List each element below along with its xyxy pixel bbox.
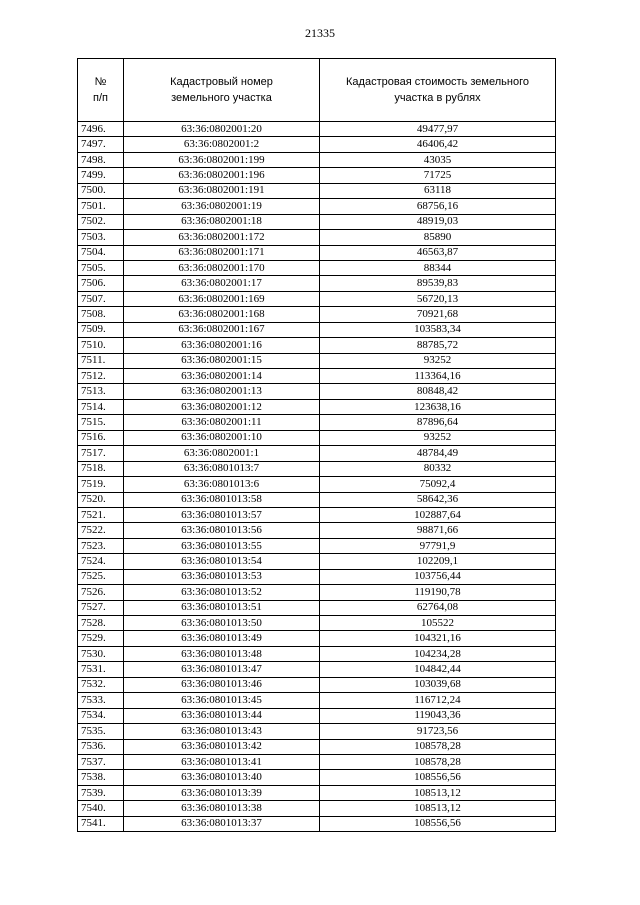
cadastral-number-cell: 63:36:0801013:50	[124, 616, 320, 631]
table-row	[78, 276, 556, 291]
row-number-cell: 7516.	[78, 430, 124, 445]
cadastral-value-cell: 49477,97	[320, 122, 556, 137]
cadastral-number-cell: 63:36:0801013:39	[124, 785, 320, 800]
cadastral-number-cell: 63:36:0801013:46	[124, 677, 320, 692]
row-number-cell: 7540.	[78, 801, 124, 816]
cadastral-number-cell: 63:36:0802001:2	[124, 137, 320, 152]
cadastral-value-cell: 102209,1	[320, 554, 556, 569]
cadastral-value-cell: 123638,16	[320, 399, 556, 414]
table-row	[78, 816, 556, 831]
cadastral-number-cell: 63:36:0801013:58	[124, 492, 320, 507]
cadastral-number-cell: 63:36:0802001:12	[124, 399, 320, 414]
row-number-cell: 7514.	[78, 399, 124, 414]
table-row	[78, 199, 556, 214]
table-row	[78, 183, 556, 198]
cadastral-value-cell: 71725	[320, 168, 556, 183]
header-cadastral-number: Кадастровый номер земельного участка	[124, 59, 320, 122]
table-row	[78, 538, 556, 553]
row-number-cell: 7529.	[78, 631, 124, 646]
cadastral-number-cell: 63:36:0802001:171	[124, 245, 320, 260]
table-row	[78, 646, 556, 661]
table-row	[78, 785, 556, 800]
cadastral-number-cell: 63:36:0802001:14	[124, 369, 320, 384]
cadastral-value-cell: 103039,68	[320, 677, 556, 692]
table-row	[78, 554, 556, 569]
table-row	[78, 693, 556, 708]
cadastral-value-cell: 43035	[320, 152, 556, 167]
cadastral-value-cell: 48784,49	[320, 446, 556, 461]
cadastral-value-cell: 46563,87	[320, 245, 556, 260]
row-number-cell: 7535.	[78, 724, 124, 739]
table-row	[78, 353, 556, 368]
cadastral-value-cell: 108556,56	[320, 816, 556, 831]
table-row	[78, 600, 556, 615]
cadastral-value-cell: 119043,36	[320, 708, 556, 723]
row-number-cell: 7504.	[78, 245, 124, 260]
row-number-cell: 7532.	[78, 677, 124, 692]
cadastral-value-cell: 93252	[320, 353, 556, 368]
cadastral-value-cell: 75092,4	[320, 477, 556, 492]
cadastral-number-cell: 63:36:0801013:57	[124, 507, 320, 522]
header-cadastral-value: Кадастровая стоимость земельного участка в рублях	[320, 59, 556, 122]
cadastral-number-cell: 63:36:0802001:168	[124, 307, 320, 322]
cadastral-value-cell: 89539,83	[320, 276, 556, 291]
row-number-cell: 7527.	[78, 600, 124, 615]
row-number-cell: 7507.	[78, 291, 124, 306]
cadastral-number-cell: 63:36:0802001:15	[124, 353, 320, 368]
cadastral-value-cell: 97791,9	[320, 538, 556, 553]
cadastral-value-cell: 48919,03	[320, 214, 556, 229]
row-number-cell: 7499.	[78, 168, 124, 183]
row-number-cell: 7534.	[78, 708, 124, 723]
row-number-cell: 7511.	[78, 353, 124, 368]
cadastral-value-cell: 85890	[320, 230, 556, 245]
cadastral-number-cell: 63:36:0801013:49	[124, 631, 320, 646]
row-number-cell: 7505.	[78, 260, 124, 275]
cadastral-value-cell: 105522	[320, 616, 556, 631]
cadastral-value-cell: 80848,42	[320, 384, 556, 399]
cadastral-value-cell: 68756,16	[320, 199, 556, 214]
row-number-cell: 7536.	[78, 739, 124, 754]
table-row	[78, 291, 556, 306]
table-row	[78, 523, 556, 538]
table-row	[78, 415, 556, 430]
table-row	[78, 461, 556, 476]
table-row	[78, 307, 556, 322]
cadastral-value-cell: 104321,16	[320, 631, 556, 646]
row-number-cell: 7521.	[78, 507, 124, 522]
row-number-cell: 7498.	[78, 152, 124, 167]
cadastral-number-cell: 63:36:0801013:53	[124, 569, 320, 584]
cadastral-number-cell: 63:36:0802001:1	[124, 446, 320, 461]
row-number-cell: 7509.	[78, 322, 124, 337]
table-row	[78, 260, 556, 275]
cadastral-value-cell: 103583,34	[320, 322, 556, 337]
cadastral-number-cell: 63:36:0801013:45	[124, 693, 320, 708]
row-number-cell: 7522.	[78, 523, 124, 538]
cadastral-number-cell: 63:36:0801013:38	[124, 801, 320, 816]
cadastral-number-cell: 63:36:0802001:16	[124, 338, 320, 353]
row-number-cell: 7510.	[78, 338, 124, 353]
cadastral-value-cell: 87896,64	[320, 415, 556, 430]
cadastral-value-cell: 113364,16	[320, 369, 556, 384]
table-row	[78, 122, 556, 137]
cadastral-number-cell: 63:36:0802001:191	[124, 183, 320, 198]
cadastral-value-cell: 108556,56	[320, 770, 556, 785]
cadastral-value-cell: 58642,36	[320, 492, 556, 507]
row-number-cell: 7523.	[78, 538, 124, 553]
table-row	[78, 430, 556, 445]
cadastral-number-cell: 63:36:0801013:42	[124, 739, 320, 754]
table-row	[78, 754, 556, 769]
cadastral-value-cell: 103756,44	[320, 569, 556, 584]
cadastral-value-cell: 46406,42	[320, 137, 556, 152]
cadastral-number-cell: 63:36:0801013:48	[124, 646, 320, 661]
table-row	[78, 230, 556, 245]
cadastral-number-cell: 63:36:0802001:196	[124, 168, 320, 183]
cadastral-number-cell: 63:36:0801013:37	[124, 816, 320, 831]
row-number-cell: 7538.	[78, 770, 124, 785]
row-number-cell: 7533.	[78, 693, 124, 708]
table-row	[78, 477, 556, 492]
row-number-cell: 7500.	[78, 183, 124, 198]
cadastral-number-cell: 63:36:0801013:54	[124, 554, 320, 569]
cadastral-number-cell: 63:36:0801013:56	[124, 523, 320, 538]
cadastral-number-cell: 63:36:0802001:170	[124, 260, 320, 275]
cadastral-number-cell: 63:36:0802001:20	[124, 122, 320, 137]
cadastral-number-cell: 63:36:0802001:10	[124, 430, 320, 445]
row-number-cell: 7519.	[78, 477, 124, 492]
table-row	[78, 739, 556, 754]
table-row	[78, 152, 556, 167]
table-row	[78, 801, 556, 816]
cadastral-number-cell: 63:36:0801013:6	[124, 477, 320, 492]
cadastral-value-cell: 80332	[320, 461, 556, 476]
cadastral-number-cell: 63:36:0802001:18	[124, 214, 320, 229]
cadastral-value-cell: 88785,72	[320, 338, 556, 353]
row-number-cell: 7497.	[78, 137, 124, 152]
cadastral-value-cell: 119190,78	[320, 585, 556, 600]
table-row	[78, 137, 556, 152]
cadastral-value-cell: 102887,64	[320, 507, 556, 522]
table-row	[78, 338, 556, 353]
cadastral-value-cell: 56720,13	[320, 291, 556, 306]
cadastral-value-cell: 116712,24	[320, 693, 556, 708]
table-body	[78, 122, 556, 832]
table-row	[78, 677, 556, 692]
cadastral-value-cell: 63118	[320, 183, 556, 198]
table-row	[78, 585, 556, 600]
table-row	[78, 507, 556, 522]
row-number-cell: 7517.	[78, 446, 124, 461]
row-number-cell: 7526.	[78, 585, 124, 600]
cadastral-value-cell: 62764,08	[320, 600, 556, 615]
table-row	[78, 369, 556, 384]
cadastral-number-cell: 63:36:0801013:40	[124, 770, 320, 785]
page-number: 21335	[305, 26, 335, 40]
cadastral-number-cell: 63:36:0802001:19	[124, 199, 320, 214]
row-number-cell: 7496.	[78, 122, 124, 137]
row-number-cell: 7518.	[78, 461, 124, 476]
cadastral-number-cell: 63:36:0801013:7	[124, 461, 320, 476]
row-number-cell: 7528.	[78, 616, 124, 631]
row-number-cell: 7537.	[78, 754, 124, 769]
table-header-row	[78, 59, 556, 122]
cadastral-number-cell: 63:36:0801013:41	[124, 754, 320, 769]
cadastral-value-cell: 70921,68	[320, 307, 556, 322]
row-number-cell: 7524.	[78, 554, 124, 569]
cadastral-number-cell: 63:36:0802001:167	[124, 322, 320, 337]
table-row	[78, 708, 556, 723]
cadastral-number-cell: 63:36:0802001:17	[124, 276, 320, 291]
row-number-cell: 7520.	[78, 492, 124, 507]
row-number-cell: 7506.	[78, 276, 124, 291]
table-row	[78, 168, 556, 183]
table-row	[78, 631, 556, 646]
table-row	[78, 724, 556, 739]
cadastral-number-cell: 63:36:0802001:11	[124, 415, 320, 430]
cadastral-number-cell: 63:36:0801013:43	[124, 724, 320, 739]
table-row	[78, 384, 556, 399]
row-number-cell: 7530.	[78, 646, 124, 661]
cadastral-number-cell: 63:36:0802001:172	[124, 230, 320, 245]
table-row	[78, 492, 556, 507]
cadastral-value-cell: 108578,28	[320, 754, 556, 769]
table-row	[78, 569, 556, 584]
table-row	[78, 322, 556, 337]
table-row	[78, 770, 556, 785]
cadastral-value-cell: 93252	[320, 430, 556, 445]
table-row	[78, 616, 556, 631]
row-number-cell: 7513.	[78, 384, 124, 399]
row-number-cell: 7539.	[78, 785, 124, 800]
row-number-cell: 7515.	[78, 415, 124, 430]
row-number-cell: 7541.	[78, 816, 124, 831]
cadastral-value-cell: 104842,44	[320, 662, 556, 677]
cadastral-value-cell: 108578,28	[320, 739, 556, 754]
cadastral-number-cell: 63:36:0802001:199	[124, 152, 320, 167]
row-number-cell: 7525.	[78, 569, 124, 584]
cadastral-value-cell: 98871,66	[320, 523, 556, 538]
row-number-cell: 7502.	[78, 214, 124, 229]
cadastral-value-cell: 108513,12	[320, 785, 556, 800]
row-number-cell: 7508.	[78, 307, 124, 322]
row-number-cell: 7531.	[78, 662, 124, 677]
cadastral-value-cell: 104234,28	[320, 646, 556, 661]
row-number-cell: 7512.	[78, 369, 124, 384]
table-row	[78, 662, 556, 677]
row-number-cell: 7503.	[78, 230, 124, 245]
cadastral-number-cell: 63:36:0801013:51	[124, 600, 320, 615]
row-number-cell: 7501.	[78, 199, 124, 214]
cadastral-number-cell: 63:36:0801013:44	[124, 708, 320, 723]
cadastral-number-cell: 63:36:0801013:47	[124, 662, 320, 677]
cadastral-value-cell: 88344	[320, 260, 556, 275]
header-row-number: № п/п	[78, 59, 124, 122]
cadastral-number-cell: 63:36:0802001:13	[124, 384, 320, 399]
table-row	[78, 245, 556, 260]
cadastral-number-cell: 63:36:0801013:55	[124, 538, 320, 553]
table-row	[78, 446, 556, 461]
table-row	[78, 399, 556, 414]
cadastral-number-cell: 63:36:0801013:52	[124, 585, 320, 600]
cadastral-table	[77, 58, 556, 832]
table-row	[78, 214, 556, 229]
cadastral-number-cell: 63:36:0802001:169	[124, 291, 320, 306]
cadastral-value-cell: 91723,56	[320, 724, 556, 739]
cadastral-value-cell: 108513,12	[320, 801, 556, 816]
